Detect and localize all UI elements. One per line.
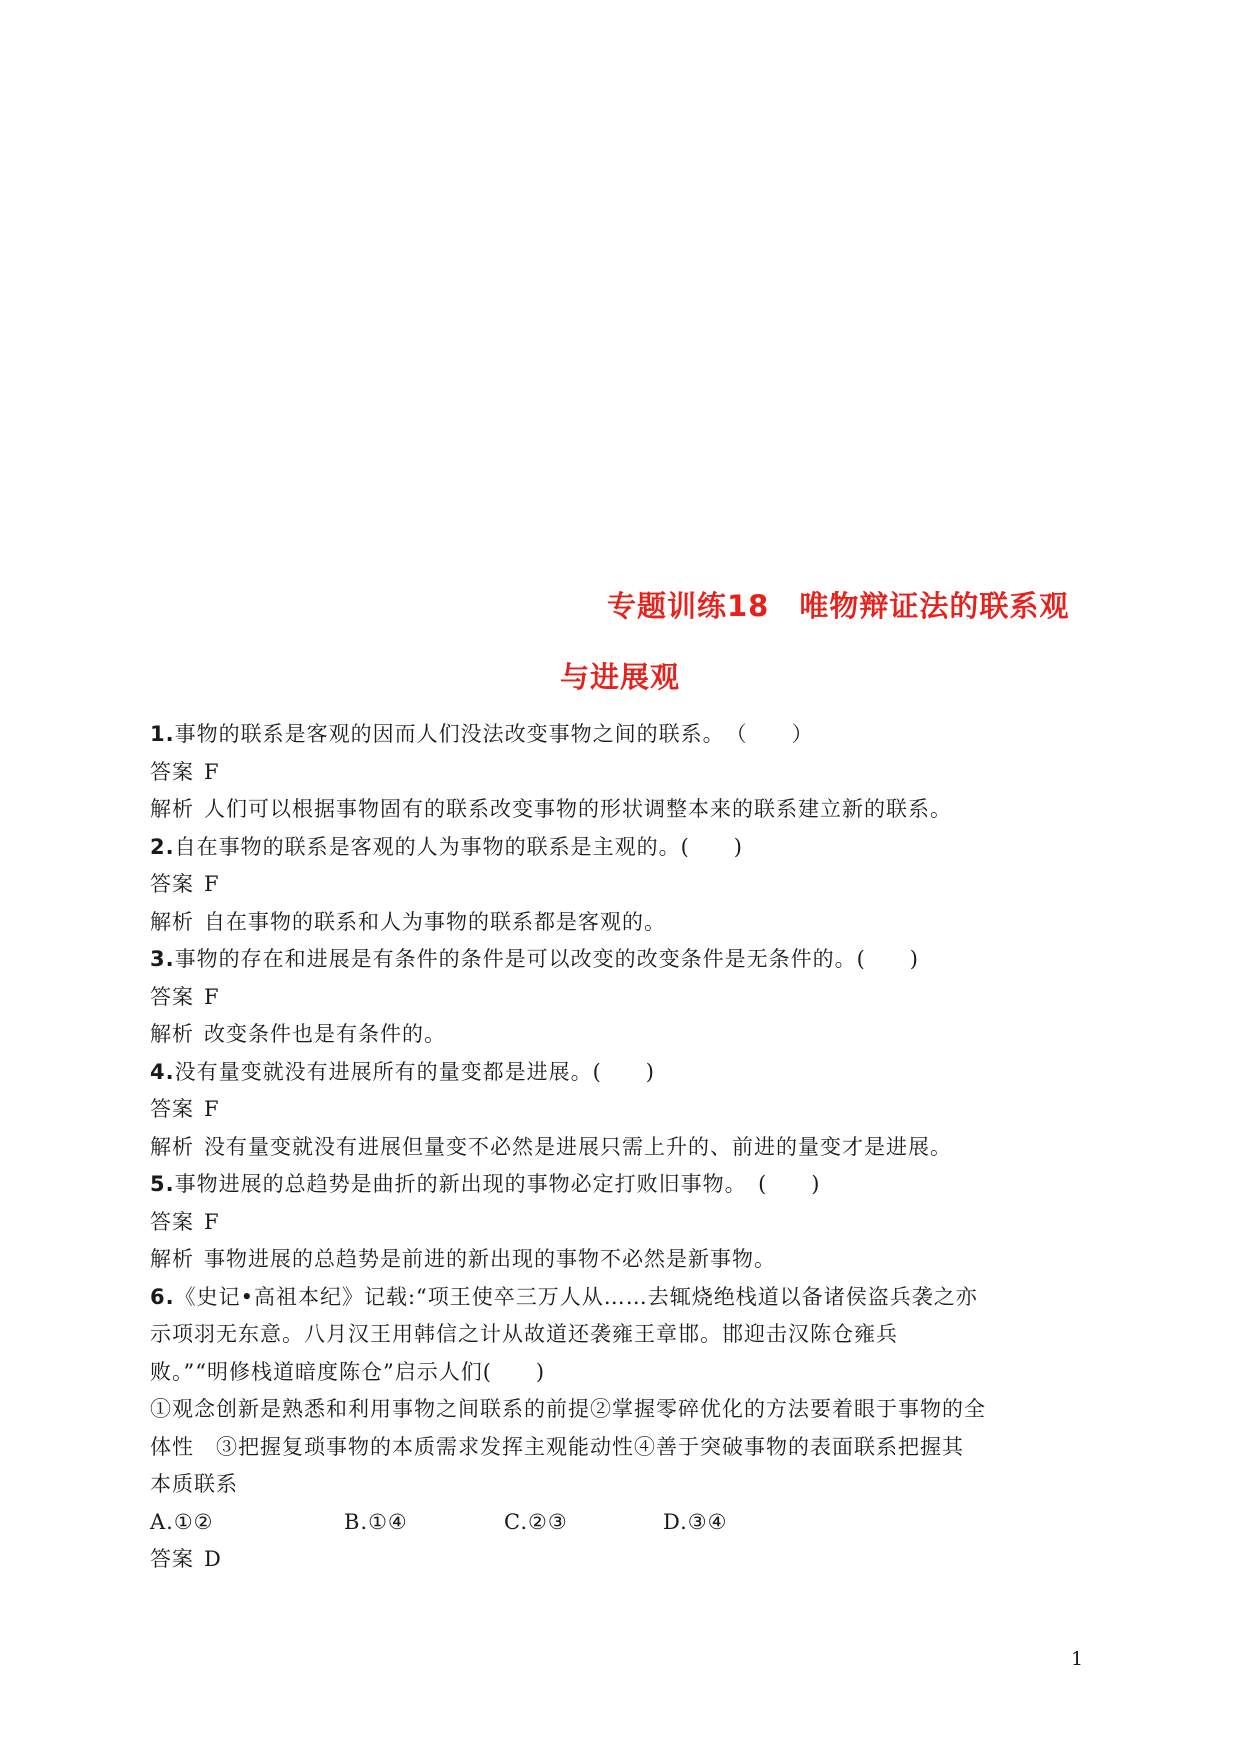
analysis-5 <box>150 1241 1110 1279</box>
statement-list: ①观念创新是熟悉和利用事物之间联系的前提②掌握零碎优化的方法要着眼于事物的全 <box>150 1397 986 1421</box>
answer-value: D <box>204 1547 222 1571</box>
analysis-2 <box>150 904 1110 942</box>
statement-list-continued: 本质联系 <box>150 1472 238 1496</box>
analysis-label: 解析 <box>150 1134 194 1159</box>
question-5 <box>150 1166 1110 1204</box>
question-text: 事物的联系是客观的因而人们没法改变事物之间的联系。 （ ） <box>174 722 814 746</box>
answer-value: F <box>204 1097 220 1121</box>
analysis-text: 事物进展的总趋势是前进的新出现的事物不必然是新事物。 <box>204 1247 776 1271</box>
answer-4 <box>150 1091 1110 1129</box>
analysis-3 <box>150 1016 1110 1054</box>
analysis-label: 解析 <box>150 1022 194 1046</box>
page-title-continued: 与进展观 <box>560 660 681 694</box>
analysis-label: 解析 <box>150 797 194 821</box>
analysis-4 <box>150 1129 1110 1167</box>
analysis-text: 自在事物的联系和人为事物的联系都是客观的。 <box>204 909 666 934</box>
option-d: D.③④ <box>663 1509 728 1534</box>
option-a: A.①② <box>150 1509 214 1534</box>
question-text: 自在事物的联系是客观的人为事物的联系是主观的。( ) <box>174 834 743 859</box>
analysis-label: 解析 <box>150 1247 194 1271</box>
answer-value: F <box>204 984 220 1009</box>
option-c: C.②③ <box>504 1509 568 1534</box>
question-text: 没有量变就没有进展所有的量变都是进展。( ) <box>174 1059 655 1084</box>
statement-list-continued: 体性 ③把握复琐事物的本质需求发挥主观能动性④善于突破事物的表面联系把握其 <box>150 1434 964 1459</box>
question-text: 事物进展的总趋势是曲折的新出现的事物必定打败旧事物。 ( ) <box>174 1172 821 1196</box>
question-number: 6. <box>150 1284 175 1309</box>
answer-label: 答案 <box>150 1097 194 1121</box>
answer-1 <box>150 754 1110 792</box>
answer-value: F <box>204 1209 220 1234</box>
analysis-1 <box>150 791 1110 829</box>
question-3 <box>150 941 1110 979</box>
option-b: B.①④ <box>344 1509 408 1534</box>
analysis-label: 解析 <box>150 909 194 934</box>
page-title: 专题训练18 唯物辩证法的联系观 <box>607 589 1070 623</box>
answer-6 <box>150 1541 1110 1579</box>
question-number: 5. <box>150 1172 175 1196</box>
question-4 <box>150 1054 1110 1092</box>
answer-label: 答案 <box>150 984 194 1009</box>
question-number: 4. <box>150 1059 175 1084</box>
question-number: 2. <box>150 834 175 859</box>
question-6 <box>150 1279 1110 1317</box>
answer-label: 答案 <box>150 1547 194 1571</box>
question-6-continued: 败。”“明修栈道暗度陈仓”启示人们( ) <box>150 1359 546 1384</box>
answer-options <box>150 1504 1110 1542</box>
answer-label: 答案 <box>150 759 194 784</box>
page-number: 1 <box>1071 1648 1084 1670</box>
question-number: 3. <box>150 947 175 971</box>
question-1 <box>150 716 1110 754</box>
answer-label: 答案 <box>150 872 194 896</box>
answer-3 <box>150 979 1110 1017</box>
question-text: 事物的存在和进展是有条件的条件是可以改变的改变条件是无条件的。( ) <box>174 947 919 971</box>
answer-2 <box>150 866 1110 904</box>
analysis-text: 没有量变就没有进展但量变不必然是进展只需上升的、前进的量变才是进展。 <box>204 1134 952 1159</box>
question-text: 《史记•高祖本纪》记载:“项王使卒三万人从……去辄烧绝栈道以备诸侯盗兵袭之亦 <box>174 1284 978 1309</box>
question-number: 1. <box>150 722 175 746</box>
analysis-text: 改变条件也是有条件的。 <box>204 1022 446 1046</box>
question-6-continued: 示项羽无东意。八月汉王用韩信之计从故道还袭雍王章邯。邯迎击汉陈仓雍兵 <box>150 1322 898 1346</box>
answer-5 <box>150 1204 1110 1242</box>
answer-label: 答案 <box>150 1209 194 1234</box>
question-2 <box>150 829 1110 867</box>
question-list <box>150 716 1110 1579</box>
answer-value: F <box>204 872 220 896</box>
analysis-text: 人们可以根据事物固有的联系改变事物的形状调整本来的联系建立新的联系。 <box>204 797 952 821</box>
answer-value: F <box>204 759 220 784</box>
